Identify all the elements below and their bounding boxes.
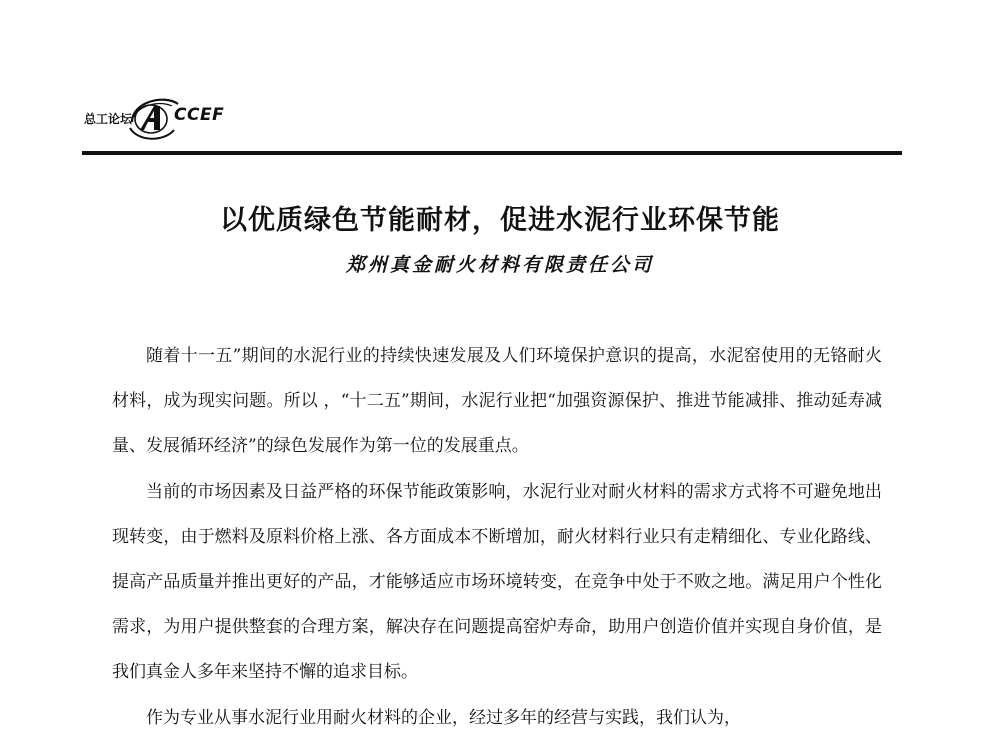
document-title: 以优质绿色节能耐材，促进水泥行业环保节能 xyxy=(220,205,780,236)
logo-text-cn: 总工论坛 xyxy=(84,112,133,126)
ccef-emblem-icon xyxy=(124,92,180,142)
logo-text-en: CCEF xyxy=(174,105,225,125)
paragraph: 随着十一五”期间的水泥行业的持续快速发展及人们环境保护意识的提高，水泥窑使用的无铬耐火材料，成为现实问题。所以 ，“十二五”期间，水泥行业把“加强资源保护、推进节能减排、推动延寿减量、发展循环经济”的绿色发展作为第一位的发展重点。 xyxy=(112,346,882,457)
header-divider xyxy=(82,151,902,155)
document-subtitle: 郑州真金耐火材料有限责任公司 xyxy=(345,254,654,276)
paragraph: 作为专业从事水泥行业用耐火材料的企业，经过多年的经营与实践，我们认为， xyxy=(146,707,741,728)
paragraph: 当前的市场因素及日益严格的环保节能政策影响，水泥行业对耐火材料的需求方式将不可避免地出现转变，由于燃料及原料价格上涨、各方面成本不断增加，耐火材料行业只有走精细化、专业化路线、提高产品质量并推出更好的产品，才能够适应市场环境转变，在竞争中处于不败之地。满足用户个性化需求，为用户提供整套的合理方案，解决存在问题提高窑炉寿命，助用户创造价值并实现自身价值，是我们真金人多年来坚持不懈的追求目标。 xyxy=(112,481,882,683)
document-body xyxy=(112,334,882,741)
page-header xyxy=(84,92,304,142)
